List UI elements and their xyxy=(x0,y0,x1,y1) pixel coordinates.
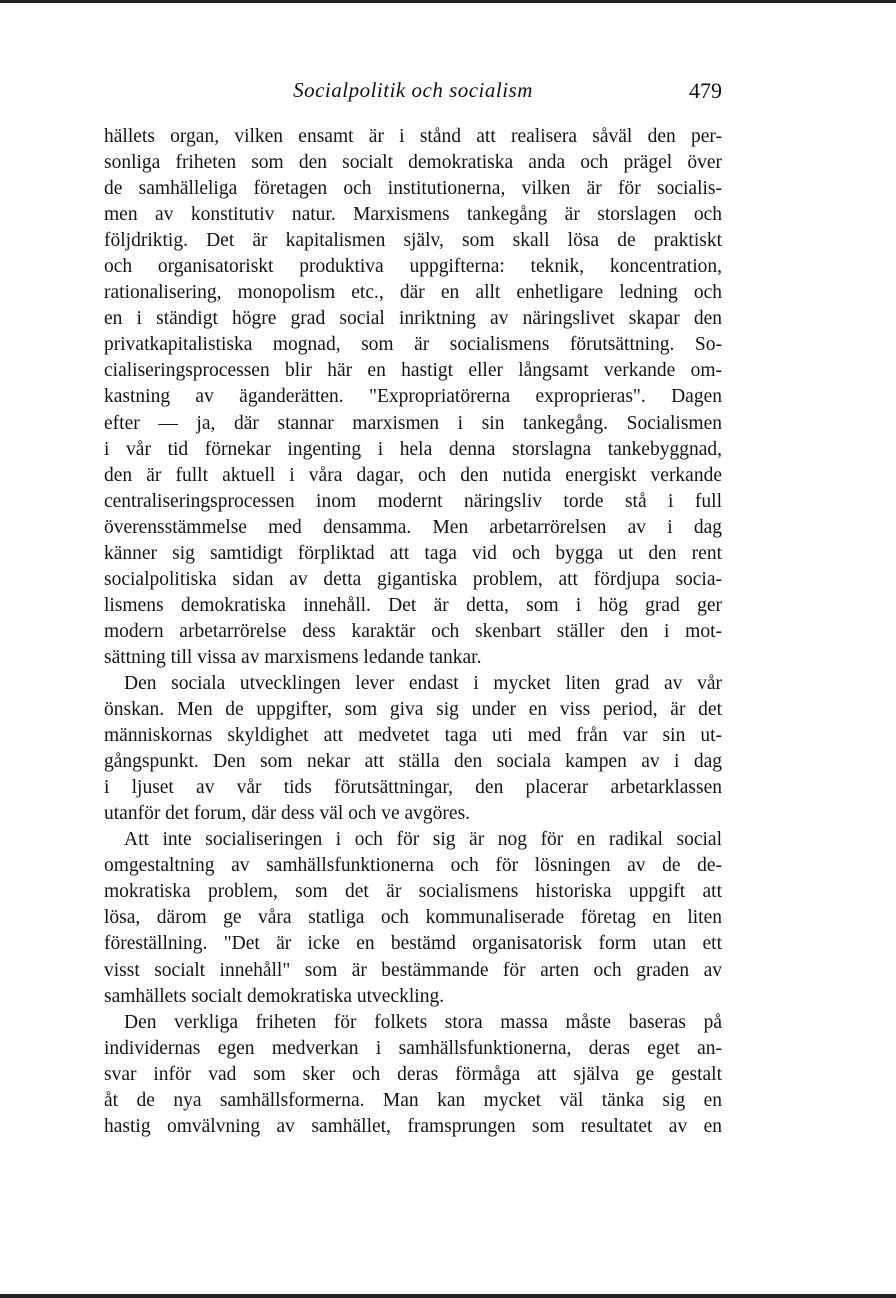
text-line: gångspunkt. Den som nekar att ställa den sociala kampen av i dag xyxy=(104,751,722,773)
paragraph xyxy=(104,124,722,671)
text-line: utanför det forum, där dess väl och ve avgöres. xyxy=(104,803,471,825)
text-line: följdriktig. Det är kapitalismen själv, som skall lösa de praktiskt xyxy=(104,230,722,252)
scan-bottom-edge xyxy=(0,1294,896,1298)
text-line: cialiseringsprocessen blir här en hastigt eller långsamt verkande om- xyxy=(104,360,722,382)
text-line: sonliga friheten som den socialt demokratiska anda och prägel över xyxy=(104,152,722,174)
text-line: i vår tid förnekar ingenting i hela denna storslagna tankebyggnad, xyxy=(104,438,722,460)
text-line: en i ständigt högre grad social inriktning av näringslivet skapar den xyxy=(104,308,722,330)
text-line: efter — ja, där stannar marxismen i sin tankegång. Socialismen xyxy=(104,412,722,434)
text-line: Den verkliga friheten för folkets stora massa måste baseras på xyxy=(124,1011,722,1033)
text-line: känner sig samtidigt förpliktad att taga vid och bygga ut den rent xyxy=(104,542,722,564)
text-line: åt de nya samhällsformerna. Man kan mycket väl tänka sig en xyxy=(104,1089,722,1111)
text-line: rationalisering, monopolism etc., där en allt enhetligare ledning och xyxy=(104,282,722,304)
text-line: hällets organ, vilken ensamt är i stånd att realisera såväl den per- xyxy=(104,126,722,147)
running-title: Socialpolitik och socialism xyxy=(293,78,533,102)
text-line: människornas skyldighet att medvetet taga uti med från var sin ut- xyxy=(104,725,722,747)
text-line: i ljuset av vår tids förutsättningar, den placerar arbetarklassen xyxy=(104,777,722,799)
text-line: visst socialt innehåll" som är bestämmande för arten och graden av xyxy=(104,959,722,981)
text-line: men av konstitutiv natur. Marxismens tankegång är storslagen och xyxy=(104,204,722,226)
page-header xyxy=(104,78,722,108)
text-line: omgestaltning av samhällsfunktionerna och för lösningen av de de- xyxy=(104,855,722,877)
text-line: hastig omvälvning av samhället, framsprungen som resultatet av en xyxy=(104,1115,722,1137)
paragraph xyxy=(104,1010,722,1140)
text-line: och organisatoriskt produktiva uppgifterna: teknik, koncentration, xyxy=(104,256,722,278)
text-line: önskan. Men de uppgifter, som giva sig under en viss period, är det xyxy=(104,699,722,721)
text-line: svar inför vad som sker och deras förmåga att själva ge gestalt xyxy=(104,1063,722,1085)
text-line: privatkapitalistiska mognad, som är socialismens förutsättning. So- xyxy=(104,334,722,356)
text-line: de samhälleliga företagen och institutionerna, vilken är för socialis- xyxy=(104,178,722,200)
scan-top-edge xyxy=(0,0,896,3)
text-line: modern arbetarrörelse dess karaktär och skenbart ställer den i mot- xyxy=(104,620,722,642)
paragraph xyxy=(104,671,722,827)
text-line: lösa, därom ge våra statliga och kommunaliserade företag en liten xyxy=(104,907,722,929)
text-line: överensstämmelse med densamma. Men arbetarrörelsen av i dag xyxy=(104,516,722,538)
paragraph xyxy=(104,827,722,1009)
text-line: den är fullt aktuell i våra dagar, och den nutida energiskt verkande xyxy=(104,464,722,486)
page-number: 479 xyxy=(689,78,722,103)
text-line: socialpolitiska sidan av detta gigantiska problem, att fördjupa socia- xyxy=(104,568,722,590)
text-line: lismens demokratiska innehåll. Det är detta, som i hög grad ger xyxy=(104,594,722,616)
text-line: samhällets socialt demokratiska utveckling. xyxy=(104,985,445,1007)
text-line: centraliseringsprocessen inom modernt näringsliv torde stå i full xyxy=(104,490,722,512)
text-line: individernas egen medverkan i samhällsfunktionerna, deras eget an- xyxy=(104,1037,722,1059)
text-line: Att inte socialiseringen i och för sig är nog för en radikal social xyxy=(124,829,722,851)
text-line: kastning av äganderätten. "Expropriatörerna exproprieras". Dagen xyxy=(104,386,722,408)
text-line: mokratiska problem, som det är socialismens historiska uppgift att xyxy=(104,881,722,903)
text-line: Den sociala utvecklingen lever endast i mycket liten grad av vår xyxy=(124,672,722,694)
text-line: föreställning. "Det är icke en bestämd organisatorisk form utan ett xyxy=(104,933,722,955)
page-body xyxy=(104,124,722,1140)
text-line: sättning till vissa av marxismens ledande tankar. xyxy=(104,646,482,668)
